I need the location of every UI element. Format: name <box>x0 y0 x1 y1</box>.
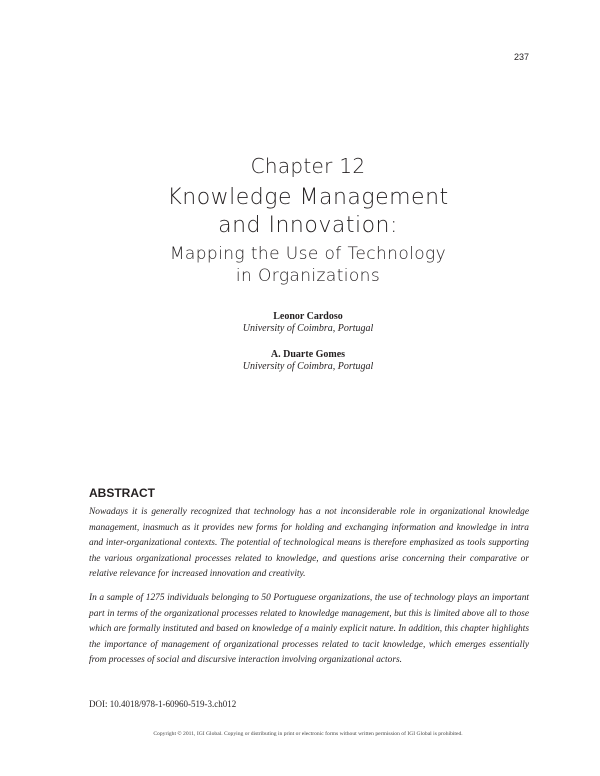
author-affiliation: University of Coimbra, Portugal <box>242 323 374 334</box>
abstract-body <box>89 505 529 677</box>
page-number: 237 <box>513 52 529 62</box>
subtitle-line-1: Mapping the Use of Technology <box>169 244 447 264</box>
subtitle-line-2: in Organizations <box>235 266 381 286</box>
copyright-notice: Copyright © 2011, IGI Global. Copying or distributing in print or electronic forms without written permission of IGI Global is prohibited. <box>153 731 463 737</box>
title-line-2: and Innovation: <box>218 213 398 238</box>
authors-block <box>0 311 600 387</box>
author-entry <box>0 349 600 373</box>
author-name: A. Duarte Gomes <box>270 349 346 360</box>
abstract-heading: ABSTRACT <box>89 486 155 500</box>
abstract-paragraph: Nowadays it is generally recognized that technology has a not inconsiderable role in organizational knowledge management, inasmuch as it provides new forms for holding and exchanging information and knowledge in intra and inter-organizational contexts. The potential of technological means is therefore emphasized as tools supporting the various organizational processes related to knowledge, and questions arise concerning their comparative or relative relevance for increased innovation and creativity. <box>89 507 529 580</box>
chapter-title <box>0 184 600 287</box>
author-name: Leonor Cardoso <box>273 311 343 322</box>
abstract-paragraph: In a sample of 1275 individuals belonging to 50 Portuguese organizations, the use of technology plays an important part in terms of the organizational processes related to knowledge management, but this is limited above all to those which are formally instituted and based on knowledge of a mainly explicit nature. In addition, this chapter highlights the importance of management of organizational processes related to tacit knowledge, which emerges essentially from processes of social and discursive interaction involving organizational actors. <box>89 592 529 666</box>
doi-line: DOI: 10.4018/978-1-60960-519-3.ch012 <box>89 699 237 709</box>
chapter-label: Chapter 12 <box>250 154 366 178</box>
author-affiliation: University of Coimbra, Portugal <box>242 361 374 372</box>
title-line-1: Knowledge Management <box>167 185 449 210</box>
author-entry <box>0 311 600 335</box>
